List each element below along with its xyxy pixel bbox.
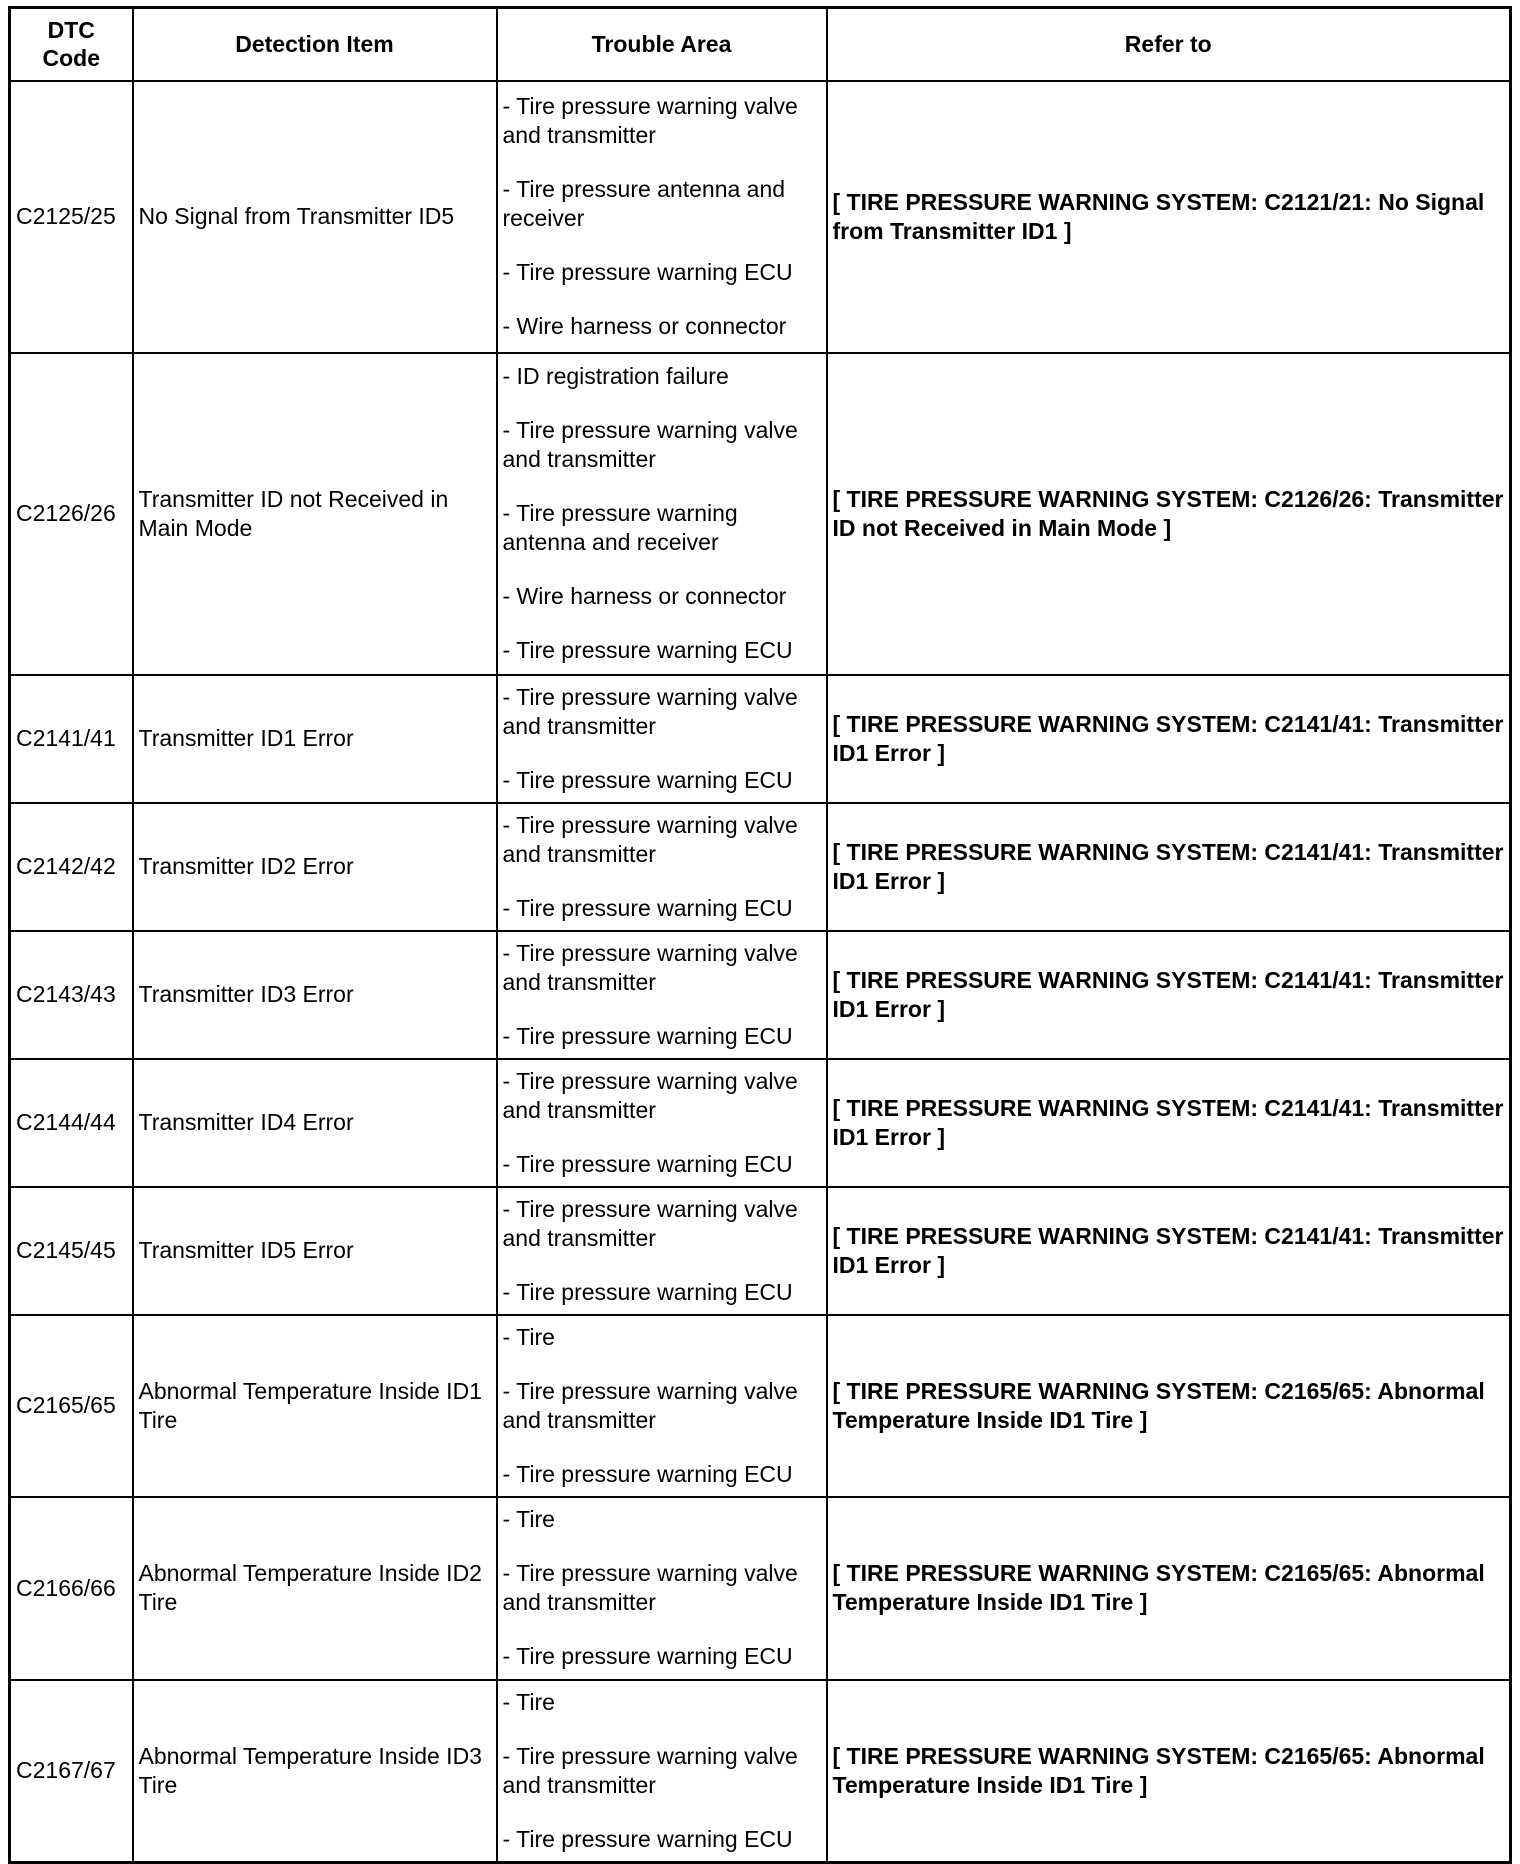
table-row (10, 353, 1511, 675)
trouble-area-line: - Tire pressure warning ECU (502, 259, 793, 285)
dtc-code-cell: C2125/25 (10, 81, 133, 353)
refer-to-link[interactable]: [ TIRE PRESSURE WARNING SYSTEM: C2141/41: Transmitter ID1 Error ] (827, 675, 1511, 803)
trouble-area-line: - Tire pressure warning antenna and receiver (502, 500, 738, 555)
dtc-code-cell: C2165/65 (10, 1315, 133, 1497)
detection-item-cell: Transmitter ID3 Error (133, 931, 497, 1059)
dtc-code-cell: C2166/66 (10, 1497, 133, 1680)
dtc-code-cell: C2144/44 (10, 1059, 133, 1187)
trouble-area-cell (497, 1680, 827, 1863)
dtc-code-cell: C2143/43 (10, 931, 133, 1059)
trouble-area-line: - Tire pressure warning ECU (502, 766, 793, 793)
table-row (10, 1315, 1511, 1497)
detection-item-cell: Abnormal Temperature Inside ID3 Tire (133, 1680, 497, 1863)
detection-item-cell: Abnormal Temperature Inside ID2 Tire (133, 1497, 497, 1680)
detection-item-cell: No Signal from Transmitter ID5 (133, 81, 497, 353)
trouble-area-line: - Tire pressure warning valve and transmitter (502, 1560, 798, 1615)
trouble-area-line: - Tire pressure antenna and receiver (502, 176, 786, 231)
refer-to-link[interactable]: [ TIRE PRESSURE WARNING SYSTEM: C2141/41: Transmitter ID1 Error ] (827, 803, 1511, 931)
trouble-area-line: - ID registration failure (502, 363, 729, 389)
trouble-area-line: - Tire (502, 1688, 555, 1715)
trouble-area-line: - Tire pressure warning valve and transmitter (502, 683, 798, 739)
header-detection-item: Detection Item (133, 8, 497, 81)
table-row (10, 81, 1511, 353)
table-row (10, 931, 1511, 1059)
detection-item-cell: Abnormal Temperature Inside ID1 Tire (133, 1315, 497, 1497)
detection-item-cell: Transmitter ID not Received in Main Mode (133, 353, 497, 675)
detection-item-cell: Transmitter ID2 Error (133, 803, 497, 931)
refer-to-link[interactable]: [ TIRE PRESSURE WARNING SYSTEM: C2165/65: Abnormal Temperature Inside ID1 Tire ] (827, 1315, 1511, 1497)
trouble-area-line: - Tire pressure warning valve and transmitter (502, 1195, 798, 1251)
trouble-area-line: - Tire pressure warning ECU (502, 1150, 793, 1177)
trouble-area-cell (497, 353, 827, 675)
refer-to-link[interactable]: [ TIRE PRESSURE WARNING SYSTEM: C2165/65: Abnormal Temperature Inside ID1 Tire ] (827, 1497, 1511, 1680)
trouble-area-line: - Tire pressure warning ECU (502, 1460, 793, 1487)
trouble-area-line: - Tire pressure warning ECU (502, 1278, 793, 1305)
trouble-area-line: - Wire harness or connector (502, 313, 787, 339)
table-row (10, 1680, 1511, 1863)
trouble-area-cell (497, 1187, 827, 1315)
trouble-area-line: - Tire pressure warning valve and transmitter (502, 417, 798, 472)
table-row (10, 1187, 1511, 1315)
header-row (10, 8, 1511, 81)
trouble-area-line: - Tire pressure warning valve and transmitter (502, 1377, 798, 1433)
trouble-area-cell (497, 675, 827, 803)
trouble-area-line: - Wire harness or connector (502, 583, 787, 609)
trouble-area-line: - Tire (502, 1323, 555, 1350)
trouble-area-line: - Tire pressure warning valve and transmitter (502, 939, 798, 995)
dtc-code-cell: C2145/45 (10, 1187, 133, 1315)
trouble-area-cell (497, 1315, 827, 1497)
trouble-area-line: - Tire pressure warning valve and transmitter (502, 1067, 798, 1123)
trouble-area-line: - Tire (502, 1506, 555, 1532)
trouble-area-line: - Tire pressure warning ECU (502, 1643, 793, 1669)
trouble-area-cell (497, 931, 827, 1059)
table-row (10, 1497, 1511, 1680)
trouble-area-line: - Tire pressure warning ECU (502, 637, 793, 663)
detection-item-cell: Transmitter ID4 Error (133, 1059, 497, 1187)
detection-item-cell: Transmitter ID5 Error (133, 1187, 497, 1315)
refer-to-link[interactable]: [ TIRE PRESSURE WARNING SYSTEM: C2141/41: Transmitter ID1 Error ] (827, 1187, 1511, 1315)
dtc-code-cell: C2141/41 (10, 675, 133, 803)
trouble-area-cell (497, 803, 827, 931)
trouble-area-cell (497, 1059, 827, 1187)
refer-to-link[interactable]: [ TIRE PRESSURE WARNING SYSTEM: C2126/26: Transmitter ID not Received in Main Mode ] (827, 353, 1511, 675)
refer-to-link[interactable]: [ TIRE PRESSURE WARNING SYSTEM: C2121/21: No Signal from Transmitter ID1 ] (827, 81, 1511, 353)
table-row (10, 675, 1511, 803)
table-row (10, 803, 1511, 931)
header-trouble-area: Trouble Area (497, 8, 827, 81)
header-refer-to: Refer to (827, 8, 1511, 81)
trouble-area-line: - Tire pressure warning ECU (502, 1825, 793, 1852)
trouble-area-cell (497, 81, 827, 353)
dtc-code-cell: C2142/42 (10, 803, 133, 931)
trouble-area-line: - Tire pressure warning ECU (502, 894, 793, 921)
refer-to-link[interactable]: [ TIRE PRESSURE WARNING SYSTEM: C2141/41: Transmitter ID1 Error ] (827, 1059, 1511, 1187)
refer-to-link[interactable]: [ TIRE PRESSURE WARNING SYSTEM: C2165/65: Abnormal Temperature Inside ID1 Tire ] (827, 1680, 1511, 1863)
dtc-table (8, 6, 1512, 1864)
dtc-code-cell: C2167/67 (10, 1680, 133, 1863)
trouble-area-line: - Tire pressure warning valve and transmitter (502, 811, 798, 867)
trouble-area-line: - Tire pressure warning ECU (502, 1022, 793, 1049)
trouble-area-line: - Tire pressure warning valve and transmitter (502, 1742, 798, 1798)
header-dtc-code: DTC Code (10, 8, 133, 81)
detection-item-cell: Transmitter ID1 Error (133, 675, 497, 803)
table-row (10, 1059, 1511, 1187)
dtc-code-cell: C2126/26 (10, 353, 133, 675)
trouble-area-line: - Tire pressure warning valve and transmitter (502, 93, 798, 148)
trouble-area-cell (497, 1497, 827, 1680)
refer-to-link[interactable]: [ TIRE PRESSURE WARNING SYSTEM: C2141/41: Transmitter ID1 Error ] (827, 931, 1511, 1059)
